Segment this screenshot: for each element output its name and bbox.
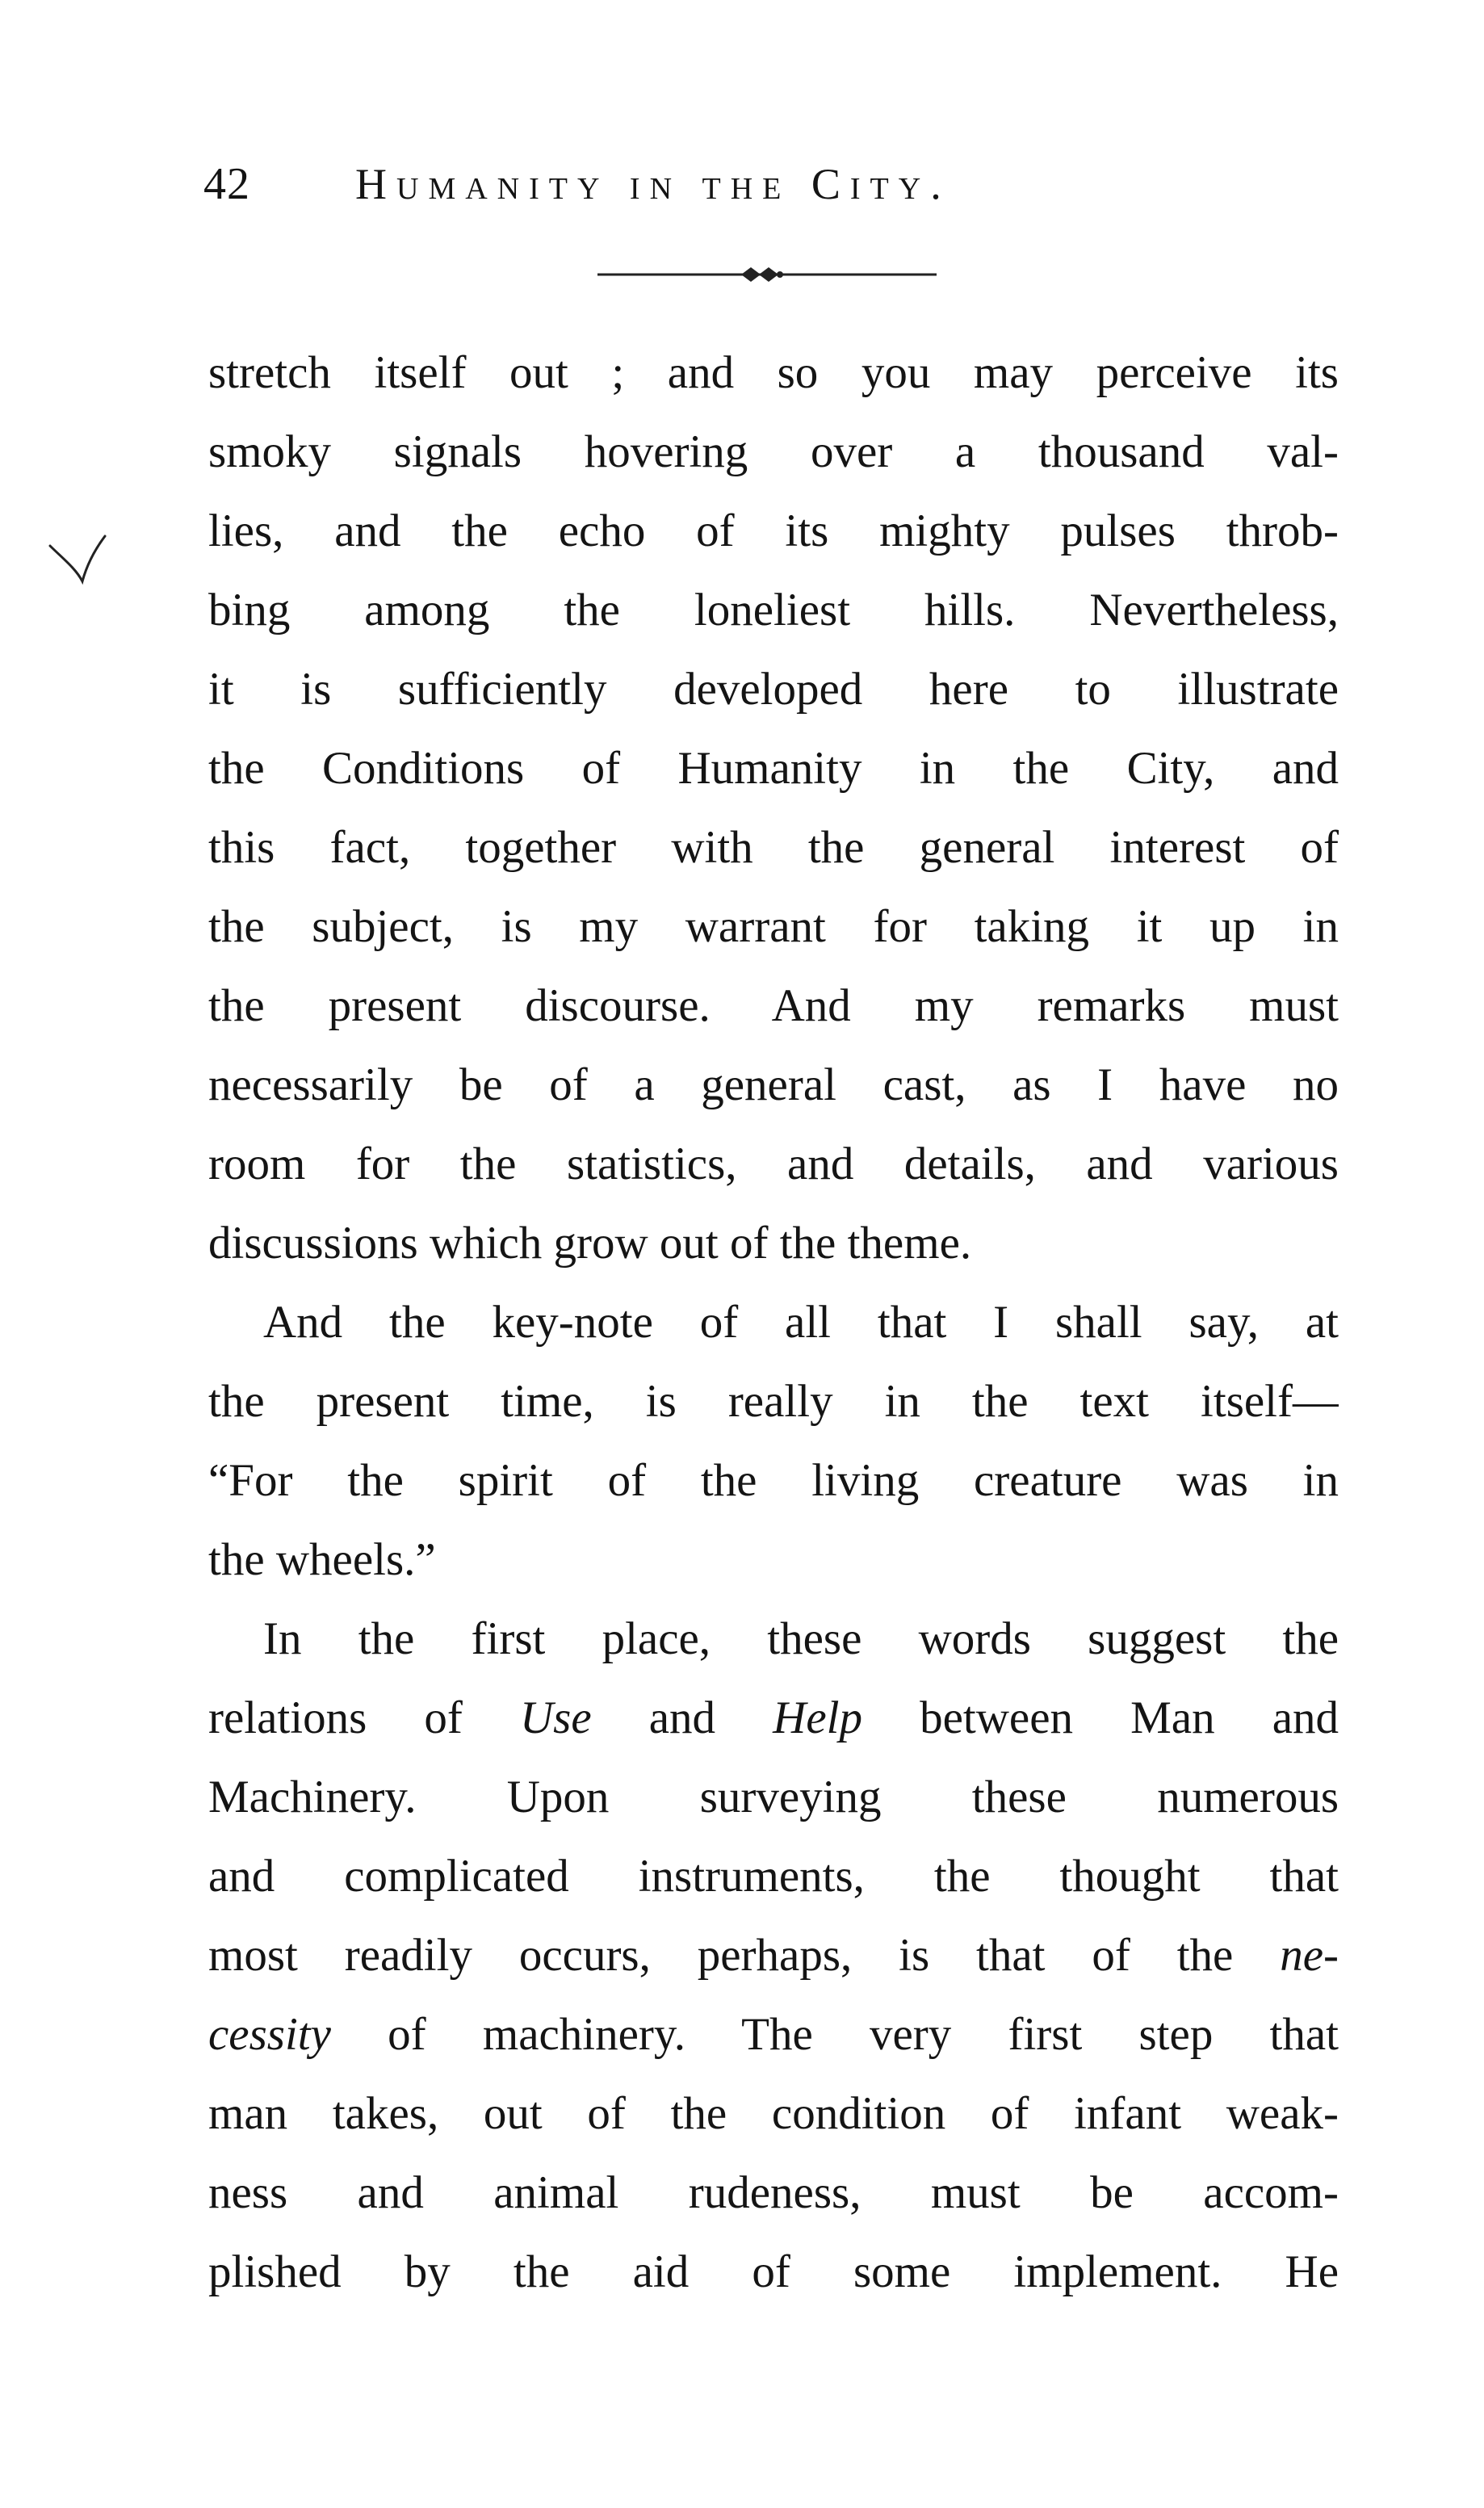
- italic-word: Help: [773, 1692, 862, 1743]
- text-line: this fact, together with the general interest of: [208, 822, 1339, 873]
- text-line: plished by the aid of some implement. He: [208, 2246, 1339, 2297]
- text-line: the present time, is really in the text itself—: [208, 1376, 1339, 1427]
- text-line: Machinery. Upon surveying these numerous: [208, 1772, 1339, 1822]
- italic-word: ne-: [1280, 1930, 1339, 1981]
- text-line: discussions which grow out of the theme.: [208, 1218, 972, 1269]
- text-line: and complicated instruments, the thought that: [208, 1851, 1339, 1902]
- text-segment: and: [648, 1692, 716, 1743]
- text-line: necessarily be of a general cast, as I have no: [208, 1059, 1339, 1110]
- margin-check-mark-icon: [47, 533, 108, 586]
- text-segment: relations of: [208, 1692, 463, 1743]
- text-line: the subject, is my warrant for taking it up in: [208, 901, 1339, 952]
- head-rule-ornament: [597, 260, 937, 289]
- text-line: lies, and the echo of its mighty pulses throb-: [208, 505, 1339, 556]
- paragraph-1: [208, 333, 1339, 1283]
- text-line: the present discourse. And my remarks must: [208, 980, 1339, 1031]
- body-text: [208, 333, 1339, 2312]
- text-line: stretch itself out ; and so you may perceive its: [208, 347, 1339, 398]
- text-line: smoky signals hovering over a thousand val-: [208, 426, 1339, 477]
- text-line: In the first place, these words suggest the: [263, 1613, 1339, 1664]
- text-line: the Conditions of Humanity in the City, and: [208, 743, 1339, 794]
- text-line: [208, 1916, 1339, 1995]
- text-line: ness and animal rudeness, must be accom-: [208, 2167, 1339, 2218]
- text-line: And the key-note of all that I shall say, at: [263, 1297, 1339, 1348]
- text-line: it is sufficiently developed here to illustrate: [208, 664, 1339, 715]
- italic-word: Use: [519, 1692, 592, 1743]
- text-line: the wheels.”: [208, 1534, 436, 1585]
- text-segment: most readily occurs, perhaps, is that of the: [208, 1930, 1234, 1981]
- page-number: 42: [203, 159, 250, 209]
- text-line: man takes, out of the condition of infant weak-: [208, 2088, 1339, 2139]
- text-line: room for the statistics, and details, and various: [208, 1139, 1339, 1189]
- text-line: bing among the loneliest hills. Nevertheless,: [208, 585, 1339, 635]
- text-segment: between Man and: [920, 1692, 1339, 1743]
- text-segment: of machinery. The very first step that: [388, 2009, 1339, 2060]
- running-head: [203, 158, 1334, 215]
- text-line: “For the spirit of the living creature was in: [208, 1455, 1339, 1506]
- paragraph-2: [208, 1283, 1339, 1600]
- text-line: [208, 1679, 1339, 1758]
- italic-word: cessity: [208, 2009, 331, 2060]
- paragraph-3: [208, 1600, 1339, 2312]
- running-title: Humanity in the City.: [355, 160, 951, 208]
- text-line: [208, 1995, 1339, 2074]
